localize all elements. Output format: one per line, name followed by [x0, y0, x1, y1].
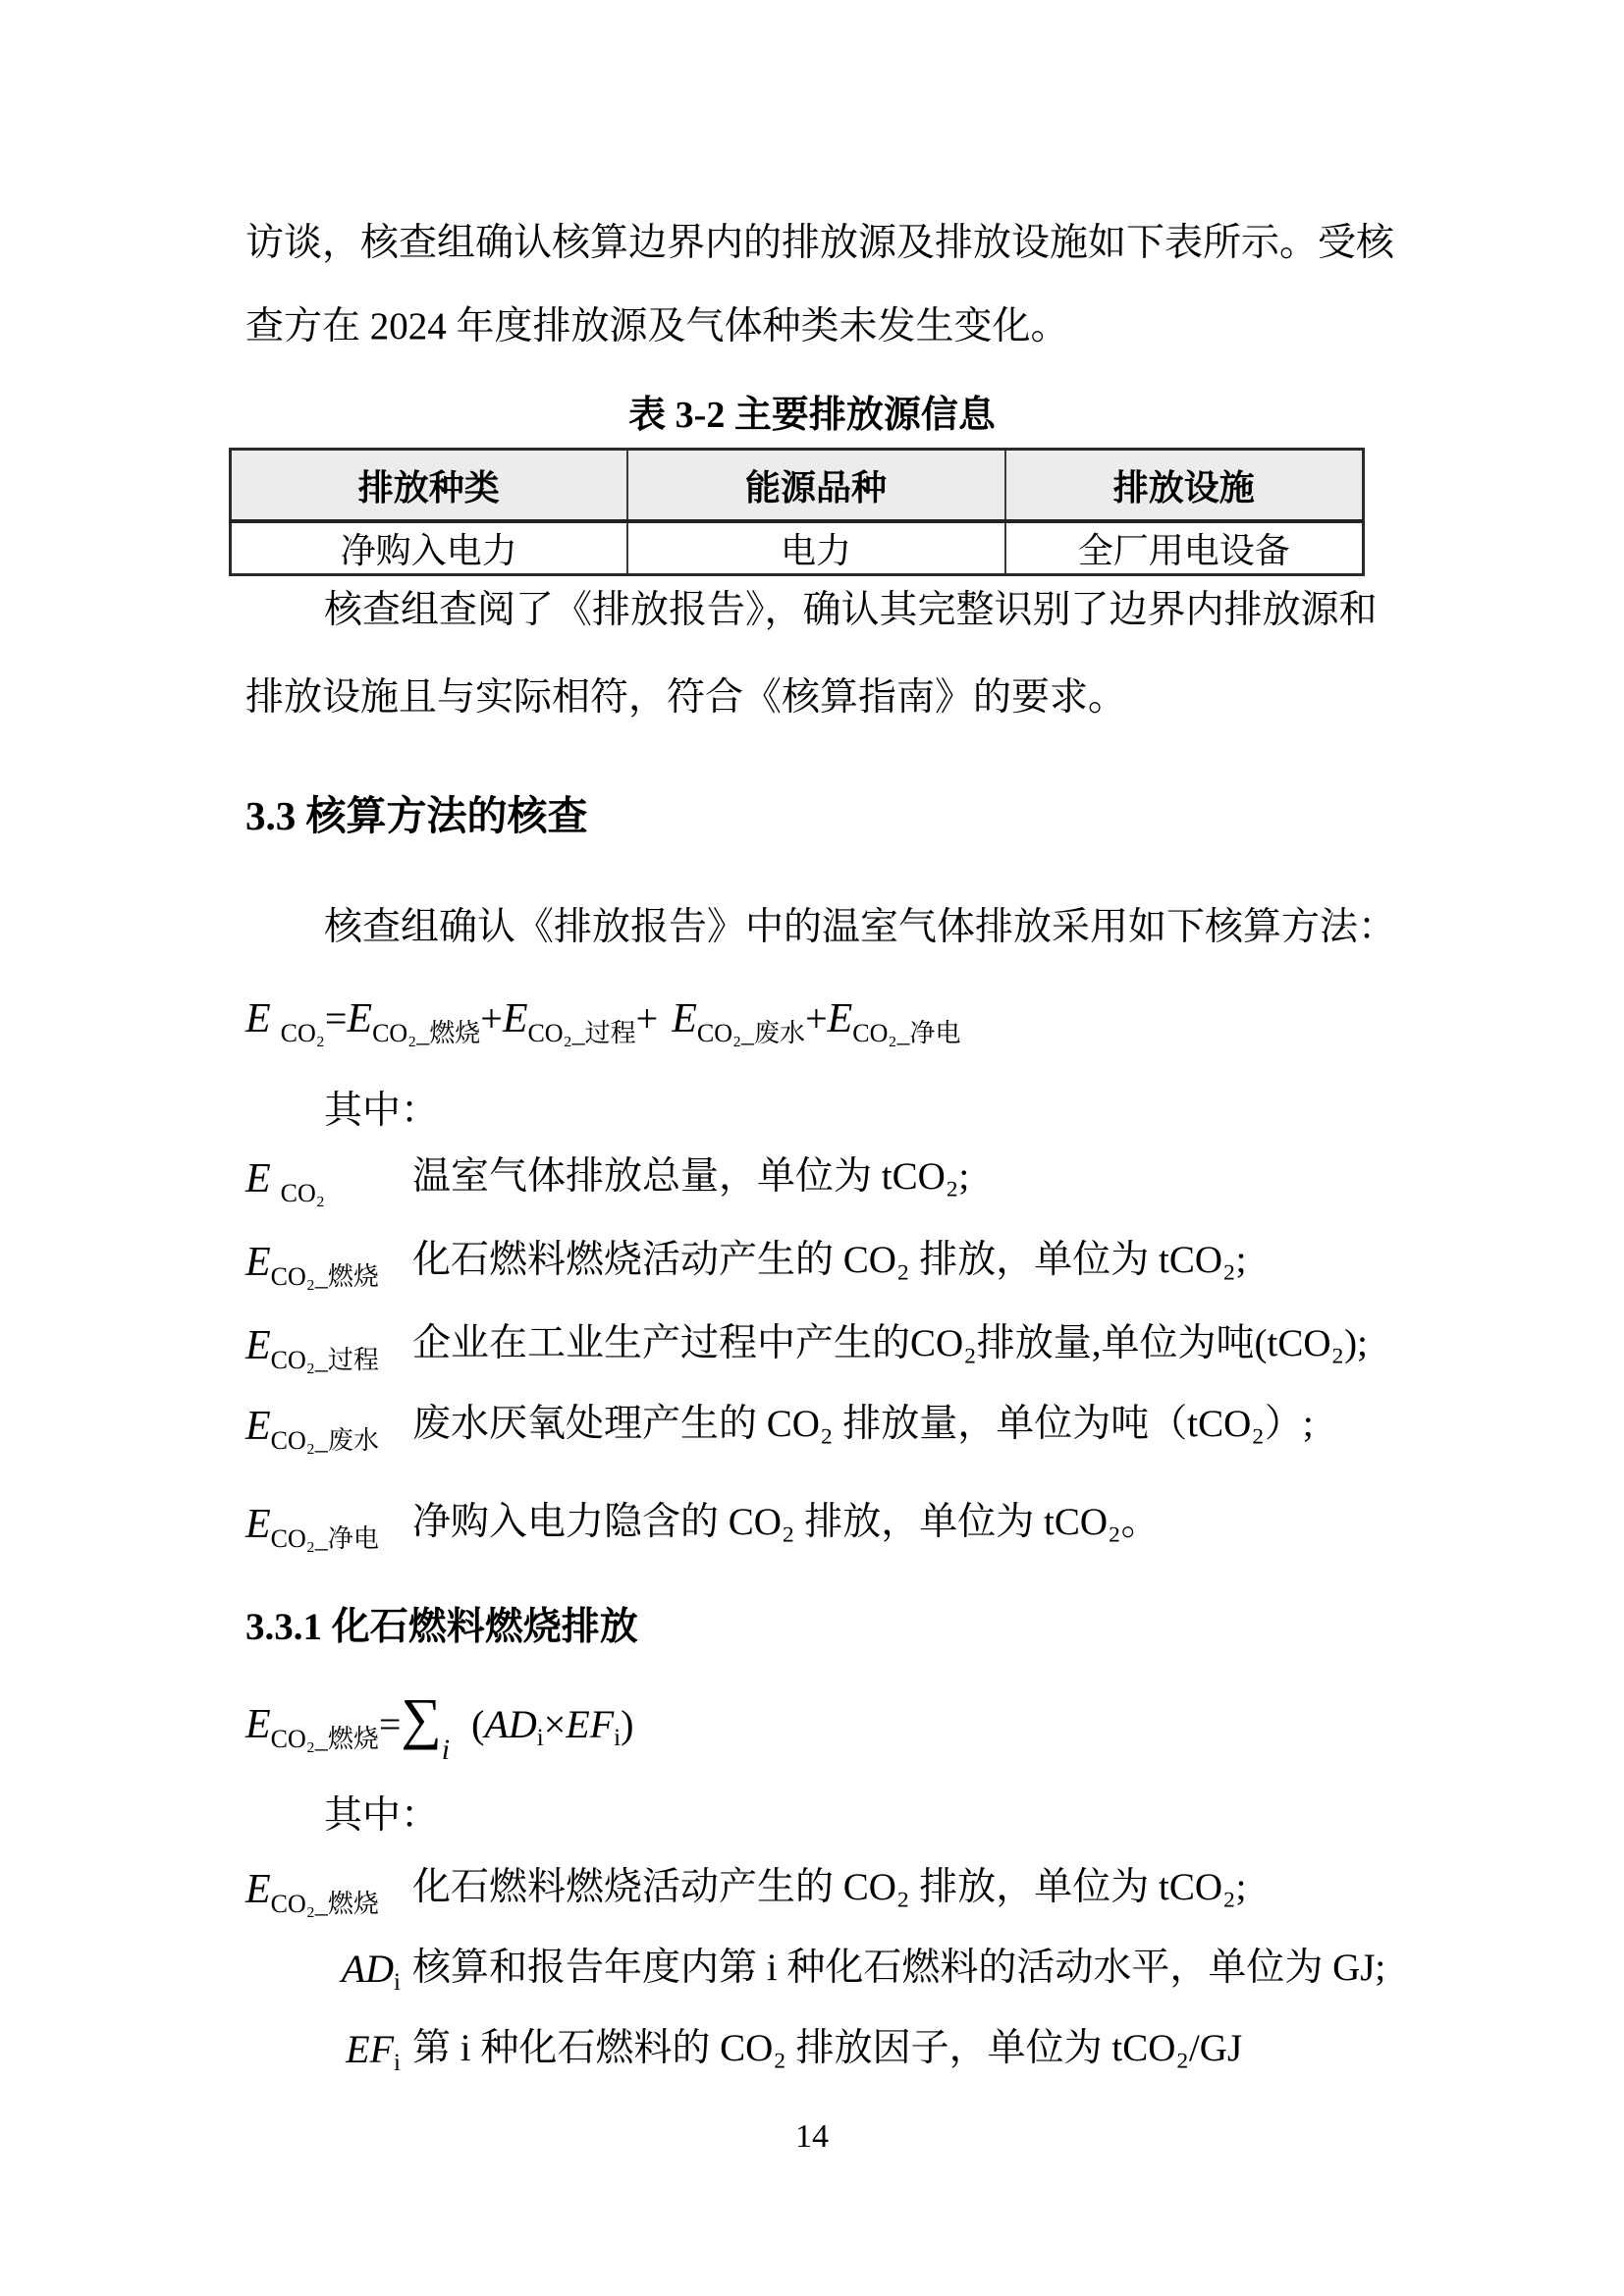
definition-term	[245, 1238, 412, 1292]
definition-term	[245, 1402, 412, 1456]
term-base: AD	[341, 1947, 395, 1991]
page-number: 14	[795, 2118, 829, 2155]
term-base: E	[245, 1323, 271, 1368]
formula-var-E: E	[502, 996, 528, 1041]
term-base: E	[245, 1240, 271, 1285]
section-3-3-intro: 核查组确认《排放报告》中的温室气体排放采用如下核算方法：	[324, 906, 1397, 948]
equals-sign: =	[378, 1702, 402, 1746]
definition-desc: 温室气体排放总量，单位为 tCO₂;	[412, 1155, 970, 1198]
term-sub: CO₂_过程	[270, 1346, 379, 1374]
section-3-3-1-heading: 3.3.1 化石燃料燃烧排放	[245, 1606, 638, 1648]
section-3-3-heading: 3.3 核算方法的核查	[245, 793, 588, 838]
paragraph-2-line-1: 核查组查阅了《排放报告》，确认其完整识别了边界内排放源和	[324, 589, 1378, 631]
table-header-emission-type: 排放种类	[231, 450, 627, 522]
times-sign: ×	[543, 1702, 567, 1746]
definition-row	[245, 1402, 1379, 1455]
formula-var-E: E	[827, 996, 853, 1041]
table-cell-energy-type: 电力	[627, 521, 1005, 575]
definition-desc: 净购入电力隐含的 CO₂ 排放，单位为 tCO₂。	[412, 1501, 1160, 1543]
definition-term	[245, 1321, 412, 1375]
definition-term	[245, 2026, 412, 2078]
definition-desc: 第 i 种化石燃料的 CO₂ 排放因子，单位为 tCO₂/GJ	[412, 2027, 1243, 2069]
definition-row	[245, 1946, 1386, 1996]
formula-sub-i: i	[536, 1725, 544, 1751]
plus-sign: +	[635, 996, 659, 1041]
definition-desc: 废水厌氧处理产生的 CO₂ 排放量，单位为吨（tCO₂）;	[412, 1403, 1314, 1445]
definition-row	[245, 2026, 1379, 2076]
emission-sources-table	[229, 448, 1365, 576]
term-base: EF	[346, 2027, 395, 2071]
definition-row	[245, 1321, 1379, 1374]
formula-sub-net-electricity: CO₂_净电	[852, 1019, 961, 1047]
definition-row	[245, 1154, 1379, 1207]
paragraph-1-line-1: 访谈，核查组确认核算边界内的排放源及排放设施如下表所示。受核	[245, 222, 1395, 264]
table-cell-emission-type: 净购入电力	[231, 521, 627, 575]
term-sub: i	[394, 2050, 401, 2076]
term-base: E	[245, 1502, 271, 1547]
term-base: E	[245, 1867, 271, 1912]
definition-row	[245, 1238, 1379, 1291]
formula-sub-wastewater: CO₂_废水	[696, 1019, 806, 1047]
formula-combustion-emissions	[245, 1686, 634, 1767]
definition-term	[245, 1500, 412, 1554]
paragraph-2-line-2: 排放设施且与实际相符，符合《核算指南》的要求。	[245, 676, 1127, 719]
formula-var-E: E	[245, 1702, 271, 1747]
table-header-row	[231, 450, 1364, 522]
formula-var-AD: AD	[484, 1702, 537, 1746]
open-paren: (	[471, 1702, 485, 1746]
term-sub: CO₂_废水	[270, 1426, 379, 1455]
table-header-energy-type: 能源品种	[627, 450, 1005, 522]
equals-sign: =	[324, 996, 348, 1041]
table-header-emission-facility: 排放设施	[1005, 450, 1364, 522]
among-label: 其中：	[324, 1794, 440, 1837]
term-sub: CO₂_燃烧	[270, 1890, 379, 1918]
table-row	[231, 521, 1364, 575]
among-label: 其中：	[324, 1090, 440, 1132]
formula-var-E: E	[672, 996, 697, 1041]
term-sub: CO₂	[280, 1179, 325, 1207]
sigma-symbol: ∑	[401, 1686, 442, 1750]
table-title: 表 3-2 主要排放源信息	[628, 395, 996, 436]
term-sub: i	[394, 1969, 401, 1996]
plus-sign: +	[480, 996, 503, 1041]
plus-sign: +	[805, 996, 828, 1041]
table-cell-emission-facility: 全厂用电设备	[1005, 521, 1364, 575]
formula-var-E: E	[245, 996, 271, 1041]
term-base: E	[245, 1156, 271, 1201]
definition-desc: 企业在工业生产过程中产生的CO₂排放量,单位为吨(tCO₂);	[412, 1322, 1368, 1364]
formula-sub-combustion: CO₂_燃烧	[372, 1019, 481, 1047]
definition-desc: 化石燃料燃烧活动产生的 CO₂ 排放，单位为 tCO₂;	[412, 1866, 1247, 1908]
paragraph-1-line-2: 查方在 2024 年度排放源及气体种类未发生变化。	[245, 305, 1069, 347]
definition-term	[245, 1154, 412, 1208]
term-sub: CO₂_净电	[270, 1524, 379, 1553]
term-base: E	[245, 1404, 271, 1449]
definition-row	[245, 1500, 1379, 1553]
close-paren: )	[621, 1702, 634, 1746]
formula-sub-co2: CO₂	[280, 1019, 325, 1047]
sigma-sub-i: i	[441, 1734, 451, 1766]
formula-var-EF: EF	[566, 1702, 615, 1746]
definition-desc: 核算和报告年度内第 i 种化石燃料的活动水平，单位为 GJ;	[412, 1947, 1386, 1989]
formula-sub-process: CO₂_过程	[527, 1019, 636, 1047]
definition-term	[245, 1865, 412, 1919]
formula-sub-combustion: CO₂_燃烧	[270, 1725, 379, 1753]
term-sub: CO₂_燃烧	[270, 1262, 379, 1291]
definition-row	[245, 1865, 1379, 1918]
definition-desc: 化石燃料燃烧活动产生的 CO₂ 排放，单位为 tCO₂;	[412, 1239, 1247, 1281]
formula-sub-i: i	[614, 1725, 622, 1751]
formula-var-E: E	[347, 996, 373, 1041]
definition-term	[245, 1946, 412, 1998]
formula-total-emissions	[245, 995, 960, 1049]
